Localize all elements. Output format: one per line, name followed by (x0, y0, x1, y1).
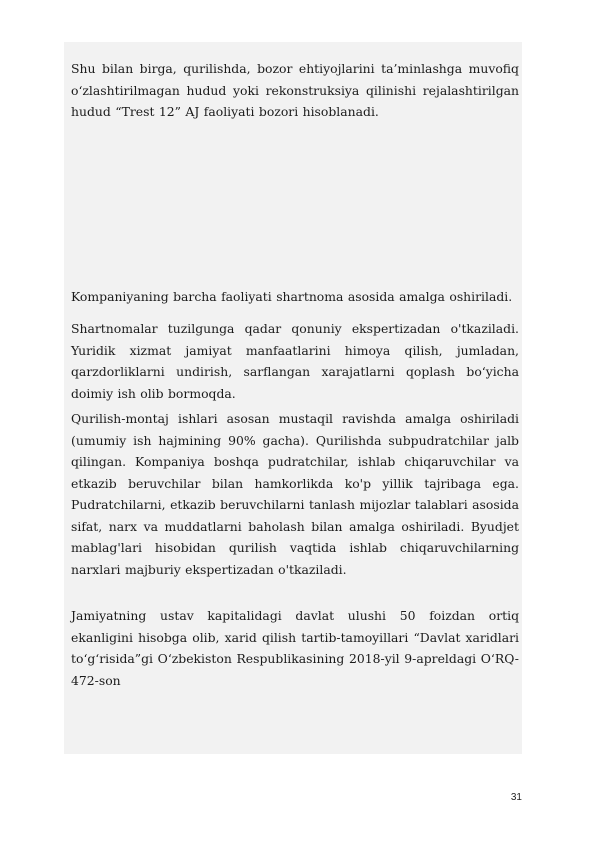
paragraph-market: Shu bilan birga, qurilishda, bozor ehtiyojlarini ta’minlashga muvofiq o‘zlashtirilmagan hudud yoki rekonstruksiya qilinishi rejalashtirilgan hudud “Trest 12” AJ faoliyati bozori hisoblanadi. (71, 61, 519, 119)
paragraph-contracts: Kompaniyaning barcha faoliyati shartnoma asosida amalga oshiriladi. (71, 289, 513, 304)
paragraph-state-share: Jamiyatning ustav kapitalidagi davlat ulushi 50 foizdan ortiq ekanligini hisobga olib, xarid qilish tartib-tamoyillari “Davlat xaridlari to‘g‘risida”gi O‘zbekiston Respublikasining 2018-yil 9-apreldagi O‘RQ-472-son (71, 608, 519, 688)
paragraph-construction: Qurilish-montaj ishlari asosan mustaqil ravishda amalga oshiriladi (umumiy ish hajmining 90% gacha). Qurilishda subpudratchilar jalb qilingan. Kompaniya boshqa pudratchilar, ishlab chiqaruvchilar va etkazib beruvchilar bilan hamkorlikda ko'p yillik tajribaga ega. Pudratchilarni, etkazib beruvchilarni tanlash mijozlar talablari asosida sifat, narx va muddatlarni baholash bilan amalga oshiriladi. Byudjet mablag'lari hisobidan qurilish vaqtida ishlab chiqaruvchilarning narxlari majburiy ekspertizadan o'tkaziladi. (71, 411, 519, 577)
page-number: 31 (510, 792, 522, 803)
paragraph-legal-service: Shartnomalar tuzilgunga qadar qonuniy ekspertizadan o'tkaziladi. Yuridik xizmat jamiyat manfaatlarini himoya qilish, jumladan, qarzdorliklarni undirish, sarflangan xarajatlarni qoplash bo‘yicha doimiy ish olib bormoqda. (71, 321, 519, 401)
